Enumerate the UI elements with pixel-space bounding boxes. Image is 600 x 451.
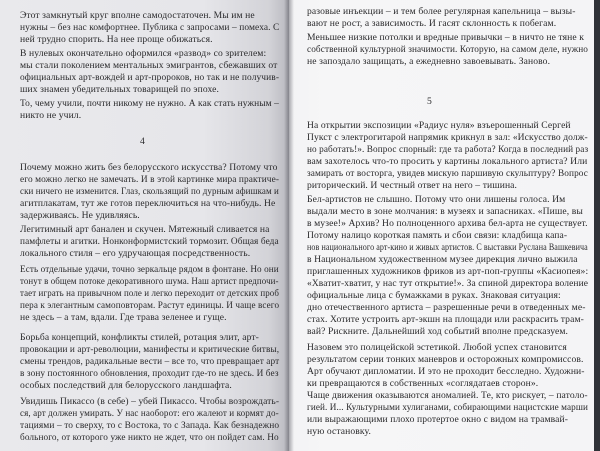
text-line: Чаще движения оказываются аномалией. Те, кто рискует, – патоло- [307, 390, 588, 401]
text-line: официальные лица с бумажками в руках. Знаковая ситуация: [307, 290, 561, 301]
text-line: тонут в общем потоке декоративного шума. Наш артист предпочи- [20, 276, 279, 287]
text-line: нужны – без нас комфортнее. Публика с запросами – помеха. С [20, 22, 280, 33]
text-line: «Хватит-хватит, у нас тут открытие!». За спиной директора воление [307, 278, 589, 289]
text-line: больного, от которого уже никто не ждет, что он пойдет сам. Но [20, 432, 279, 443]
text-line: официальных арт-вождей и арт-пророков, но так и не получив- [20, 72, 280, 83]
text-line: приглашенных художников фриков из арт-поп-группы «Касиопея»: [307, 266, 589, 277]
text-line: Увидишь Пикассо (в себе) – убей Пикассо. Чтобы возрождать- [20, 396, 280, 407]
book-edge [594, 0, 600, 451]
text-line: Назовем это полицейской эстетикой. Любой успех становится [307, 342, 567, 353]
text-line: в зону постоянного обновления, проходит где-то не здесь. И без [20, 368, 279, 379]
right-page [289, 0, 600, 451]
text-line: задерживаясь. Не удивляясь. [20, 210, 140, 221]
text-line: результатом серии тонких маневров и осторожных компромиссов. [307, 354, 584, 365]
text-line: ную остановку. [307, 426, 371, 437]
text-line: То, чему учили, почти никому не нужно. А как стать нужным – [20, 98, 279, 109]
text-line: Меньшее низкие потолки и вредные привычки – в ничто не тяне к [307, 32, 584, 43]
text-line: провокации и арт-революции, манифесты и критические битвы, [20, 344, 280, 355]
text-line: его можно легко не замечать. И в этой картинке мира практиче- [20, 174, 280, 185]
text-line: но работать!». Вопрос спорный: где та работа? Когда в последний раз [307, 144, 589, 155]
text-line: На открытии экспозиции «Радиус нуля» взъерошенный Сергей [307, 120, 571, 131]
text-line: замирать от восторга, увидев мискую паршивую скульптуру? Вопрос [307, 168, 589, 179]
text-line: памфлеты и агитки. Нонконформистский тормозит. Общая беда [20, 236, 279, 247]
text-line: агитплакатам, тут же готов переключиться на что-нибудь. Не [20, 198, 276, 209]
section-number: 4 [140, 136, 145, 147]
text-line: или выражающими плохо протертое окно с видом на трамвай- [307, 414, 569, 425]
text-line: ски ничего не изменится. Глаз, скользящий по дурным афишкам и [20, 186, 279, 197]
text-line: выдали место в зоне молчания: в музеях и запасниках. «Пише, вы [307, 206, 583, 217]
text-line: Бел-артистов не слышно. Потому что они лишены голоса. Им [307, 194, 566, 205]
text-line: мы стали поколением ментальных эмигрантов, сбежавших от [20, 60, 278, 71]
text-line: собственной культурной значимости. Которую, на самом деле, нужно [307, 44, 588, 55]
text-line: стах. Хотите устроить арт-экшн на площади или раскрасить трам- [307, 314, 584, 325]
text-line: Борьба концепций, конфликты стилей, ротация элит, арт- [20, 332, 259, 343]
text-line: ся, арт должен умирать. У нас наоборот: его жалеют и кормят до- [20, 408, 279, 419]
text-line: риторический. И честный ответ на него – тишина. [307, 180, 518, 191]
text-line: гией. И... Культурными хулиганами, собирающими нацистские марши [307, 402, 589, 413]
text-line: вай? Рискните. Дальнейший ход событий вполне предсказуем. [307, 326, 569, 337]
text-line: В нулевых окончательно оформился «развод» со зрителем: [20, 48, 267, 59]
text-line: никто не учил. [20, 110, 82, 121]
text-line: Почему можно жить без белорусского искусства? Потому что [20, 162, 278, 173]
text-line: Арт обучают дипломатии. И это не проходит бесследно. Художни- [307, 366, 585, 377]
text-line: ших знамен убедительных товарищей по эпохе. [20, 84, 220, 95]
text-line: Легитимный арт банален и скучен. Мятежный сливается на [20, 224, 270, 235]
text-line: Потому налицо короткая память и сбои связи: кладбища капа- [307, 230, 568, 241]
text-line: ней трудно спорить. На нее проще обижаться. [20, 34, 213, 45]
text-line: пера к элегантным самоповторам. Растут единицы. И чаще всего [20, 300, 280, 311]
book-gutter [284, 0, 294, 451]
text-line: дно отечественного артиста – разрешенные речи в отведенных ме- [307, 302, 586, 313]
left-page [0, 0, 289, 451]
text-line: вам захотелось что-то просить у картины локального артиста? Или [307, 156, 588, 167]
text-line: смены трендов, радикальные вести – все то, что превращает арт [20, 356, 280, 367]
text-line: нов национального арт-кино и живых артистов. С выставки Руслана Вашкевича [307, 242, 588, 253]
text-line: не запоздало защищать, а ежедневно завоевывать. Заново. [307, 56, 551, 67]
section-number: 5 [427, 96, 432, 107]
text-line: Этот замкнутый круг вполне самодостаточен. Мы им не [20, 10, 255, 21]
text-line: в Национальном художественном музее дирекция лично выжила [307, 254, 578, 265]
text-line: Есть отдельные удачи, точно зеркальце рядом в фонтане. Но они [20, 264, 279, 275]
text-line: локального стиля – его удручающая посредственность. [20, 248, 251, 259]
text-line: не здесь – а там, вдали. Где трава зеленее и гуще. [20, 312, 227, 323]
text-line: особых последствий для белорусского ландшафта. [20, 380, 232, 391]
text-line: в музее!» Архив? Но полноценного архива бел-арта не существует. [307, 218, 588, 229]
text-line: тациями – то сверху, то с Востока, то с Запада. Как безнадежно [20, 420, 280, 431]
text-line: ки превращаются в собственных «соглядатаев сторон». [307, 378, 539, 389]
text-line: разовые инъекции – и тем более регулярная капельница – вызы- [307, 6, 576, 17]
text-line: Пукст с электрогитарой напрямик крикнул в зал: «Искусство долж- [307, 132, 588, 143]
text-line: тает играть на привычном поле и легко переходит от детских проб [20, 288, 280, 299]
text-line: вают не рост, а зависимость. И гасят склонность к побегам. [307, 18, 557, 29]
